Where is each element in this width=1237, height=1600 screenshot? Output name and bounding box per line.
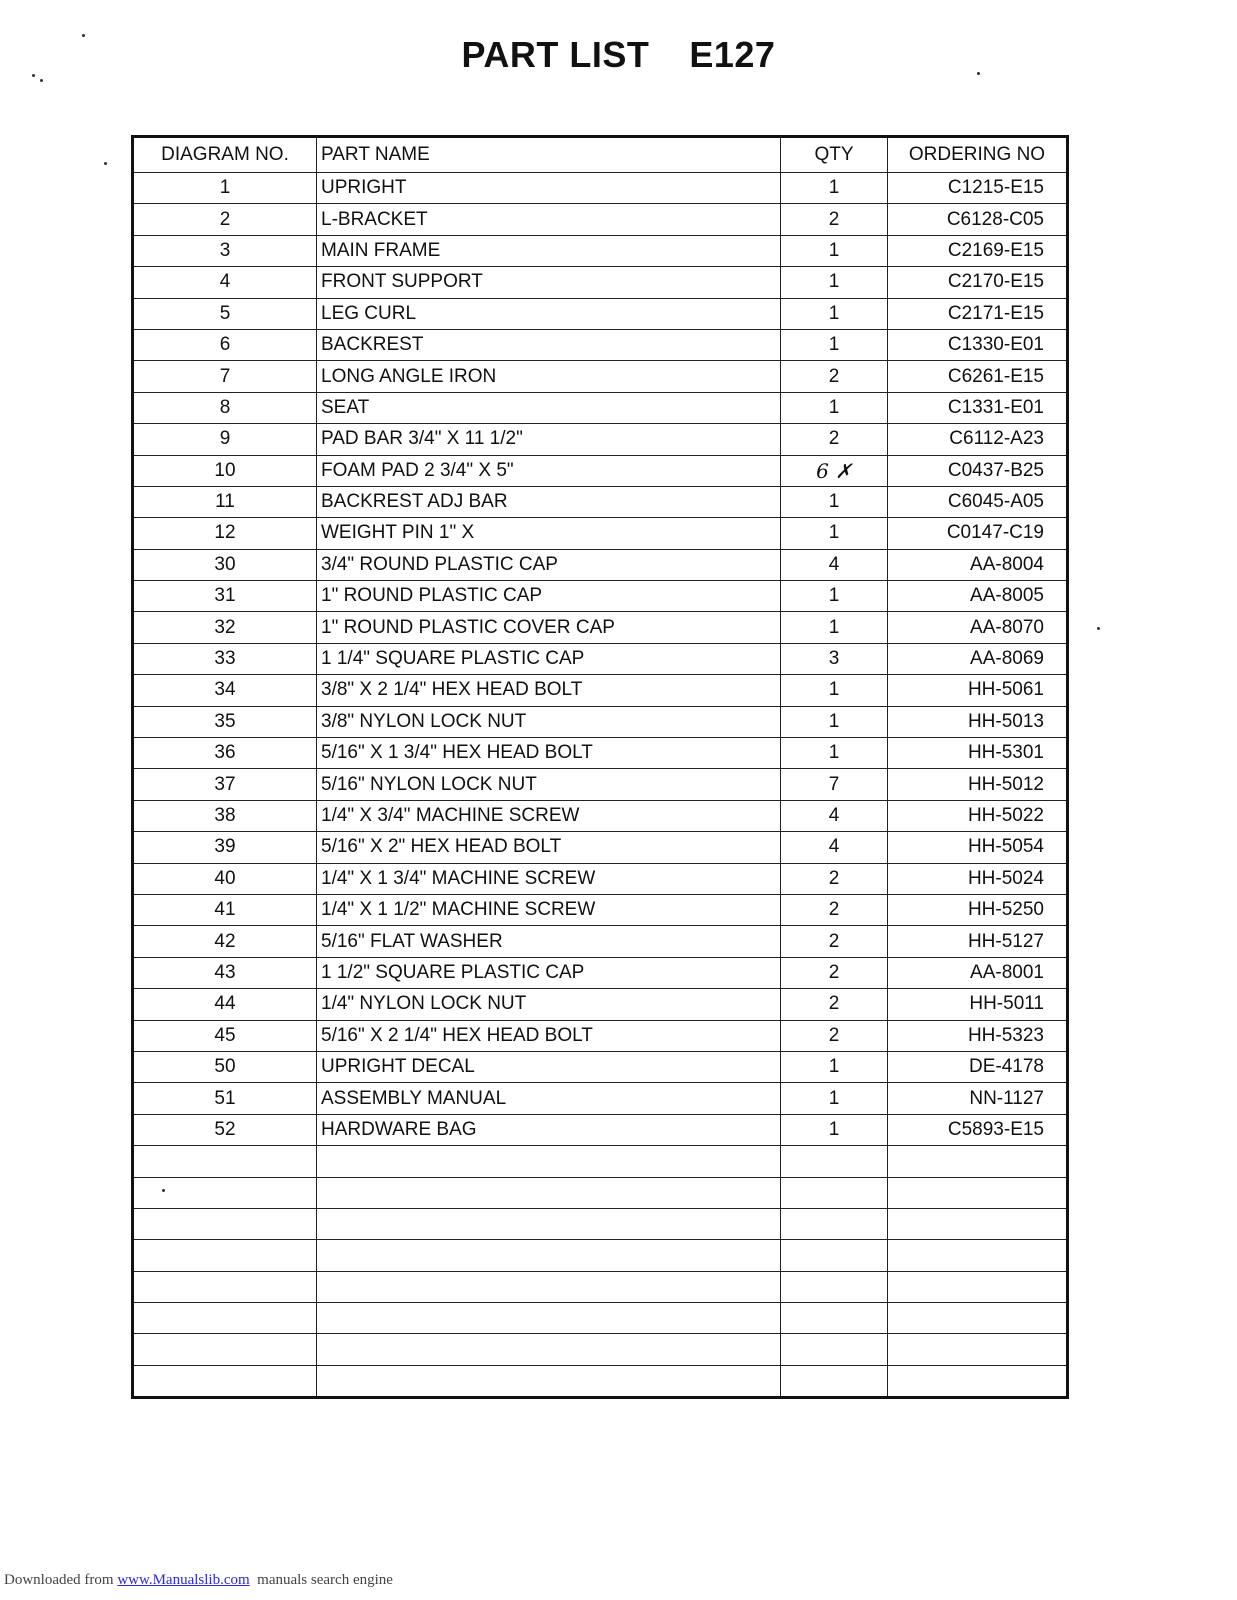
table-row bbox=[133, 298, 1068, 329]
row-part-name: LEG CURL bbox=[317, 298, 781, 329]
row-ordering-no: C0437-B25 bbox=[888, 455, 1068, 486]
scan-speck bbox=[977, 72, 980, 75]
row-diagram-no: 3 bbox=[133, 235, 317, 266]
row-part-name: 1 1/4" SQUARE PLASTIC CAP bbox=[317, 643, 781, 674]
table-row bbox=[133, 612, 1068, 643]
row-part-name: 1 1/2" SQUARE PLASTIC CAP bbox=[317, 957, 781, 988]
row-ordering-no: HH-5054 bbox=[888, 832, 1068, 863]
row-diagram-no: 40 bbox=[133, 863, 317, 894]
row-diagram-no: 36 bbox=[133, 738, 317, 769]
row-ordering-no: AA-8005 bbox=[888, 581, 1068, 612]
row-part-name: 1/4" X 3/4" MACHINE SCREW bbox=[317, 800, 781, 831]
row-part-name: 5/16" FLAT WASHER bbox=[317, 926, 781, 957]
row-qty: 1 bbox=[781, 738, 888, 769]
table-row bbox=[133, 643, 1068, 674]
header-part-name: PART NAME bbox=[317, 137, 781, 173]
row-qty: 1 bbox=[781, 1114, 888, 1145]
row-ordering-no: AA-8001 bbox=[888, 957, 1068, 988]
row-part-name: WEIGHT PIN 1" X bbox=[317, 518, 781, 549]
row-part-name: BACKREST bbox=[317, 329, 781, 360]
row-qty: 2 bbox=[781, 361, 888, 392]
empty-cell bbox=[317, 1208, 781, 1239]
table-row bbox=[133, 894, 1068, 925]
row-ordering-no: HH-5012 bbox=[888, 769, 1068, 800]
table-row bbox=[133, 455, 1068, 486]
empty-cell bbox=[317, 1177, 781, 1208]
row-part-name: 3/8" X 2 1/4" HEX HEAD BOLT bbox=[317, 675, 781, 706]
empty-cell bbox=[888, 1208, 1068, 1239]
table-row bbox=[133, 706, 1068, 737]
row-ordering-no: HH-5323 bbox=[888, 1020, 1068, 1051]
row-diagram-no: 10 bbox=[133, 455, 317, 486]
empty-cell bbox=[781, 1303, 888, 1334]
row-diagram-no: 5 bbox=[133, 298, 317, 329]
row-diagram-no: 50 bbox=[133, 1051, 317, 1082]
row-part-name: 1" ROUND PLASTIC CAP bbox=[317, 581, 781, 612]
empty-table-row bbox=[133, 1334, 1068, 1365]
empty-table-row bbox=[133, 1240, 1068, 1271]
row-ordering-no: AA-8070 bbox=[888, 612, 1068, 643]
row-part-name: 1/4" X 1 3/4" MACHINE SCREW bbox=[317, 863, 781, 894]
row-qty: 3 bbox=[781, 643, 888, 674]
empty-cell bbox=[888, 1146, 1068, 1177]
empty-cell bbox=[888, 1303, 1068, 1334]
row-part-name: BACKREST ADJ BAR bbox=[317, 486, 781, 517]
empty-cell bbox=[888, 1177, 1068, 1208]
table-row bbox=[133, 832, 1068, 863]
row-qty: 1 bbox=[781, 298, 888, 329]
row-diagram-no: 12 bbox=[133, 518, 317, 549]
row-ordering-no: C2169-E15 bbox=[888, 235, 1068, 266]
header-ordering-no: ORDERING NO bbox=[888, 137, 1068, 173]
row-diagram-no: 30 bbox=[133, 549, 317, 580]
empty-cell bbox=[317, 1146, 781, 1177]
table-row bbox=[133, 1020, 1068, 1051]
row-ordering-no: DE-4178 bbox=[888, 1051, 1068, 1082]
row-ordering-no: HH-5250 bbox=[888, 894, 1068, 925]
row-qty: 2 bbox=[781, 926, 888, 957]
empty-table-row bbox=[133, 1146, 1068, 1177]
table-row bbox=[133, 486, 1068, 517]
row-diagram-no: 42 bbox=[133, 926, 317, 957]
row-part-name: 3/8" NYLON LOCK NUT bbox=[317, 706, 781, 737]
download-footer bbox=[4, 1572, 393, 1589]
row-diagram-no: 45 bbox=[133, 1020, 317, 1051]
row-part-name: 5/16" X 2" HEX HEAD BOLT bbox=[317, 832, 781, 863]
row-part-name: FRONT SUPPORT bbox=[317, 267, 781, 298]
table-body bbox=[133, 173, 1068, 1398]
empty-cell bbox=[888, 1240, 1068, 1271]
row-diagram-no: 51 bbox=[133, 1083, 317, 1114]
row-part-name: LONG ANGLE IRON bbox=[317, 361, 781, 392]
row-part-name: HARDWARE BAG bbox=[317, 1114, 781, 1145]
title-label: PART LIST bbox=[461, 34, 650, 75]
row-qty: 2 bbox=[781, 1020, 888, 1051]
row-qty: 1 bbox=[781, 235, 888, 266]
row-part-name: 3/4" ROUND PLASTIC CAP bbox=[317, 549, 781, 580]
table-row bbox=[133, 204, 1068, 235]
row-qty: 2 bbox=[781, 894, 888, 925]
row-ordering-no: C1215-E15 bbox=[888, 173, 1068, 204]
row-part-name: MAIN FRAME bbox=[317, 235, 781, 266]
empty-cell bbox=[133, 1334, 317, 1365]
row-part-name: FOAM PAD 2 3/4" X 5" bbox=[317, 455, 781, 486]
row-part-name: L-BRACKET bbox=[317, 204, 781, 235]
row-part-name: ASSEMBLY MANUAL bbox=[317, 1083, 781, 1114]
scan-speck bbox=[32, 74, 35, 77]
row-part-name: 1" ROUND PLASTIC COVER CAP bbox=[317, 612, 781, 643]
row-diagram-no: 7 bbox=[133, 361, 317, 392]
row-part-name: 5/16" NYLON LOCK NUT bbox=[317, 769, 781, 800]
scan-speck bbox=[104, 162, 107, 165]
row-diagram-no: 35 bbox=[133, 706, 317, 737]
row-part-name: 1/4" NYLON LOCK NUT bbox=[317, 989, 781, 1020]
empty-cell bbox=[317, 1240, 781, 1271]
empty-cell bbox=[888, 1334, 1068, 1365]
row-qty: 2 bbox=[781, 424, 888, 455]
row-part-name: 1/4" X 1 1/2" MACHINE SCREW bbox=[317, 894, 781, 925]
row-diagram-no: 11 bbox=[133, 486, 317, 517]
empty-cell bbox=[133, 1177, 317, 1208]
row-ordering-no: C1330-E01 bbox=[888, 329, 1068, 360]
row-ordering-no: C1331-E01 bbox=[888, 392, 1068, 423]
row-qty: 1 bbox=[781, 1083, 888, 1114]
row-ordering-no: HH-5011 bbox=[888, 989, 1068, 1020]
table-row bbox=[133, 957, 1068, 988]
table-row bbox=[133, 392, 1068, 423]
table-row bbox=[133, 1051, 1068, 1082]
table-row bbox=[133, 675, 1068, 706]
row-diagram-no: 34 bbox=[133, 675, 317, 706]
row-part-name: 5/16" X 1 3/4" HEX HEAD BOLT bbox=[317, 738, 781, 769]
empty-cell bbox=[781, 1208, 888, 1239]
empty-cell bbox=[133, 1146, 317, 1177]
scan-speck bbox=[82, 34, 85, 37]
row-diagram-no: 32 bbox=[133, 612, 317, 643]
row-diagram-no: 43 bbox=[133, 957, 317, 988]
table-row bbox=[133, 581, 1068, 612]
row-diagram-no: 4 bbox=[133, 267, 317, 298]
empty-cell bbox=[133, 1240, 317, 1271]
row-qty: 1 bbox=[781, 706, 888, 737]
header-qty: QTY bbox=[781, 137, 888, 173]
page-title bbox=[0, 34, 1237, 76]
table-row bbox=[133, 738, 1068, 769]
row-ordering-no: AA-8004 bbox=[888, 549, 1068, 580]
row-ordering-no: C2170-E15 bbox=[888, 267, 1068, 298]
row-ordering-no: C5893-E15 bbox=[888, 1114, 1068, 1145]
row-diagram-no: 37 bbox=[133, 769, 317, 800]
row-ordering-no: C6128-C05 bbox=[888, 204, 1068, 235]
row-diagram-no: 6 bbox=[133, 329, 317, 360]
row-ordering-no: HH-5301 bbox=[888, 738, 1068, 769]
empty-cell bbox=[888, 1271, 1068, 1302]
empty-cell bbox=[317, 1271, 781, 1302]
row-diagram-no: 33 bbox=[133, 643, 317, 674]
empty-table-row bbox=[133, 1177, 1068, 1208]
table-row bbox=[133, 549, 1068, 580]
row-qty: 1 bbox=[781, 329, 888, 360]
row-qty: 4 bbox=[781, 549, 888, 580]
row-ordering-no: HH-5013 bbox=[888, 706, 1068, 737]
row-diagram-no: 31 bbox=[133, 581, 317, 612]
row-ordering-no: HH-5061 bbox=[888, 675, 1068, 706]
row-diagram-no: 41 bbox=[133, 894, 317, 925]
manualslib-link[interactable]: www.Manualslib.com bbox=[117, 1572, 250, 1588]
row-ordering-no: HH-5127 bbox=[888, 926, 1068, 957]
empty-cell bbox=[317, 1365, 781, 1397]
scan-speck bbox=[40, 79, 43, 82]
empty-cell bbox=[781, 1271, 888, 1302]
row-qty: 1 bbox=[781, 518, 888, 549]
row-qty: 1 bbox=[781, 675, 888, 706]
empty-cell bbox=[781, 1240, 888, 1271]
row-qty: 2 bbox=[781, 863, 888, 894]
row-ordering-no: C0147-C19 bbox=[888, 518, 1068, 549]
row-part-name: UPRIGHT bbox=[317, 173, 781, 204]
row-part-name: UPRIGHT DECAL bbox=[317, 1051, 781, 1082]
row-ordering-no: AA-8069 bbox=[888, 643, 1068, 674]
empty-cell bbox=[317, 1334, 781, 1365]
empty-table-row bbox=[133, 1365, 1068, 1397]
empty-cell bbox=[133, 1303, 317, 1334]
row-diagram-no: 8 bbox=[133, 392, 317, 423]
empty-cell bbox=[133, 1365, 317, 1397]
row-qty: 2 bbox=[781, 957, 888, 988]
row-ordering-no: C6112-A23 bbox=[888, 424, 1068, 455]
row-qty: 4 bbox=[781, 832, 888, 863]
table-row bbox=[133, 173, 1068, 204]
row-qty: 6 ✗ bbox=[781, 455, 888, 486]
empty-table-row bbox=[133, 1303, 1068, 1334]
row-diagram-no: 38 bbox=[133, 800, 317, 831]
table-header-row bbox=[133, 137, 1068, 173]
empty-cell bbox=[133, 1208, 317, 1239]
row-diagram-no: 1 bbox=[133, 173, 317, 204]
row-qty: 1 bbox=[781, 612, 888, 643]
row-qty: 7 bbox=[781, 769, 888, 800]
row-qty: 1 bbox=[781, 486, 888, 517]
row-diagram-no: 44 bbox=[133, 989, 317, 1020]
row-qty: 4 bbox=[781, 800, 888, 831]
table-row bbox=[133, 769, 1068, 800]
row-qty: 1 bbox=[781, 581, 888, 612]
row-ordering-no: HH-5022 bbox=[888, 800, 1068, 831]
row-ordering-no: NN-1127 bbox=[888, 1083, 1068, 1114]
row-qty: 1 bbox=[781, 173, 888, 204]
row-part-name: 5/16" X 2 1/4" HEX HEAD BOLT bbox=[317, 1020, 781, 1051]
row-qty: 1 bbox=[781, 267, 888, 298]
table-row bbox=[133, 361, 1068, 392]
row-part-name: SEAT bbox=[317, 392, 781, 423]
table-row bbox=[133, 1083, 1068, 1114]
row-qty: 1 bbox=[781, 392, 888, 423]
row-ordering-no: C6261-E15 bbox=[888, 361, 1068, 392]
row-ordering-no: C6045-A05 bbox=[888, 486, 1068, 517]
empty-cell bbox=[781, 1177, 888, 1208]
empty-table-row bbox=[133, 1208, 1068, 1239]
empty-cell bbox=[781, 1365, 888, 1397]
row-qty: 2 bbox=[781, 204, 888, 235]
empty-cell bbox=[888, 1365, 1068, 1397]
empty-cell bbox=[133, 1271, 317, 1302]
row-qty: 2 bbox=[781, 989, 888, 1020]
table-row bbox=[133, 863, 1068, 894]
table-row bbox=[133, 800, 1068, 831]
empty-cell bbox=[781, 1334, 888, 1365]
footer-suffix: manuals search engine bbox=[249, 1572, 393, 1588]
footer-prefix: Downloaded from bbox=[4, 1572, 118, 1588]
row-diagram-no: 2 bbox=[133, 204, 317, 235]
model-number: E127 bbox=[689, 34, 776, 75]
row-qty: 1 bbox=[781, 1051, 888, 1082]
table-row bbox=[133, 518, 1068, 549]
row-ordering-no: HH-5024 bbox=[888, 863, 1068, 894]
row-part-name: PAD BAR 3/4" X 11 1/2" bbox=[317, 424, 781, 455]
empty-cell bbox=[781, 1146, 888, 1177]
row-diagram-no: 52 bbox=[133, 1114, 317, 1145]
table-row bbox=[133, 424, 1068, 455]
row-diagram-no: 9 bbox=[133, 424, 317, 455]
row-diagram-no: 39 bbox=[133, 832, 317, 863]
parts-table bbox=[131, 135, 1069, 1399]
table-row bbox=[133, 267, 1068, 298]
empty-table-row bbox=[133, 1271, 1068, 1302]
header-diagram-no: DIAGRAM NO. bbox=[133, 137, 317, 173]
empty-cell bbox=[317, 1303, 781, 1334]
table-row bbox=[133, 329, 1068, 360]
table-row bbox=[133, 926, 1068, 957]
row-ordering-no: C2171-E15 bbox=[888, 298, 1068, 329]
table-row bbox=[133, 1114, 1068, 1145]
scan-speck bbox=[1097, 627, 1100, 630]
table-row bbox=[133, 235, 1068, 266]
table-row bbox=[133, 989, 1068, 1020]
